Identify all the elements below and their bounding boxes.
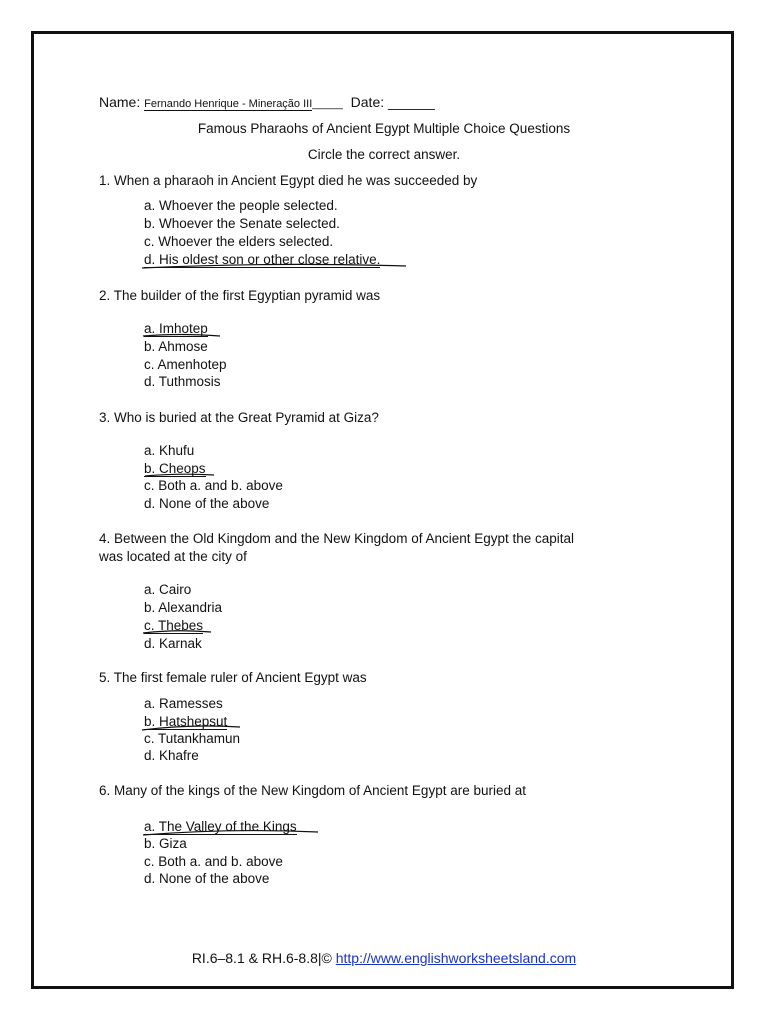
q6-option-b[interactable]: b. Giza (144, 836, 187, 851)
name-tail: _____ (312, 98, 343, 110)
q5-option-c[interactable]: c. Tutankhamun (144, 731, 241, 746)
q4-option-d[interactable]: d. Karnak (144, 636, 202, 651)
q2-option-d[interactable]: d. Tuthmosis (144, 374, 221, 389)
question-3: 3. Who is buried at the Great Pyramid at Giza? (99, 410, 379, 425)
q6-option-d[interactable]: d. None of the above (144, 871, 270, 886)
q4-option-b[interactable]: b. Alexandria (144, 600, 223, 615)
answer-underline: a. The Valley of the Kings (144, 819, 297, 834)
answer-underline: b. Hatshepsut (144, 714, 228, 729)
answer-underline: a. Imhotep (144, 321, 208, 336)
question-2: 2. The builder of the first Egyptian pyramid was (99, 288, 381, 303)
standards-text: RI.6–8.1 & RH.6-8.8|© (191, 950, 332, 966)
question-5: 5. The first female ruler of Ancient Egypt was (99, 670, 367, 685)
name-label: Name: (99, 94, 141, 110)
q3-option-d[interactable]: d. None of the above (144, 496, 270, 511)
q3-option-c[interactable]: c. Both a. and b. above (144, 478, 283, 493)
q1-option-a[interactable]: a. Whoever the people selected. (144, 198, 338, 213)
question-4-continued: was located at the city of (99, 549, 247, 564)
date-field[interactable]: ______ (388, 94, 435, 110)
q1-option-b[interactable]: b. Whoever the Senate selected. (144, 216, 340, 231)
answer-underline: c. Thebes (144, 618, 204, 633)
q6-option-c[interactable]: c. Both a. and b. above (144, 854, 283, 869)
name-field[interactable]: Fernando Henrique - Mineração III (144, 98, 313, 110)
q4-option-a[interactable]: a. Cairo (144, 582, 192, 597)
q2-option-b[interactable]: b. Ahmose (144, 339, 208, 354)
q2-option-c[interactable]: c. Amenhotep (144, 357, 227, 372)
answer-underline: b. Cheops (144, 461, 206, 476)
date-label: Date: (350, 94, 385, 110)
worksheet-instruction: Circle the correct answer. (307, 147, 461, 162)
q5-option-a[interactable]: a. Ramesses (144, 696, 223, 711)
answer-underline: d. His oldest son or other close relative. (144, 252, 381, 267)
q5-option-d[interactable]: d. Khafre (144, 748, 199, 763)
worksheet-title: Famous Pharaohs of Ancient Egypt Multiple Choice Questions (197, 121, 571, 136)
q1-option-c[interactable]: c. Whoever the elders selected. (144, 234, 334, 249)
footer (0, 950, 768, 966)
question-4: 4. Between the Old Kingdom and the New Kingdom of Ancient Egypt the capital (99, 531, 575, 546)
question-6: 6. Many of the kings of the New Kingdom of Ancient Egypt are buried at (99, 783, 526, 798)
question-1: 1. When a pharaoh in Ancient Egypt died he was succeeded by (99, 173, 478, 188)
footer-link[interactable]: http://www.englishworksheetsland.com (335, 950, 577, 966)
q3-option-a[interactable]: a. Khufu (144, 443, 195, 458)
